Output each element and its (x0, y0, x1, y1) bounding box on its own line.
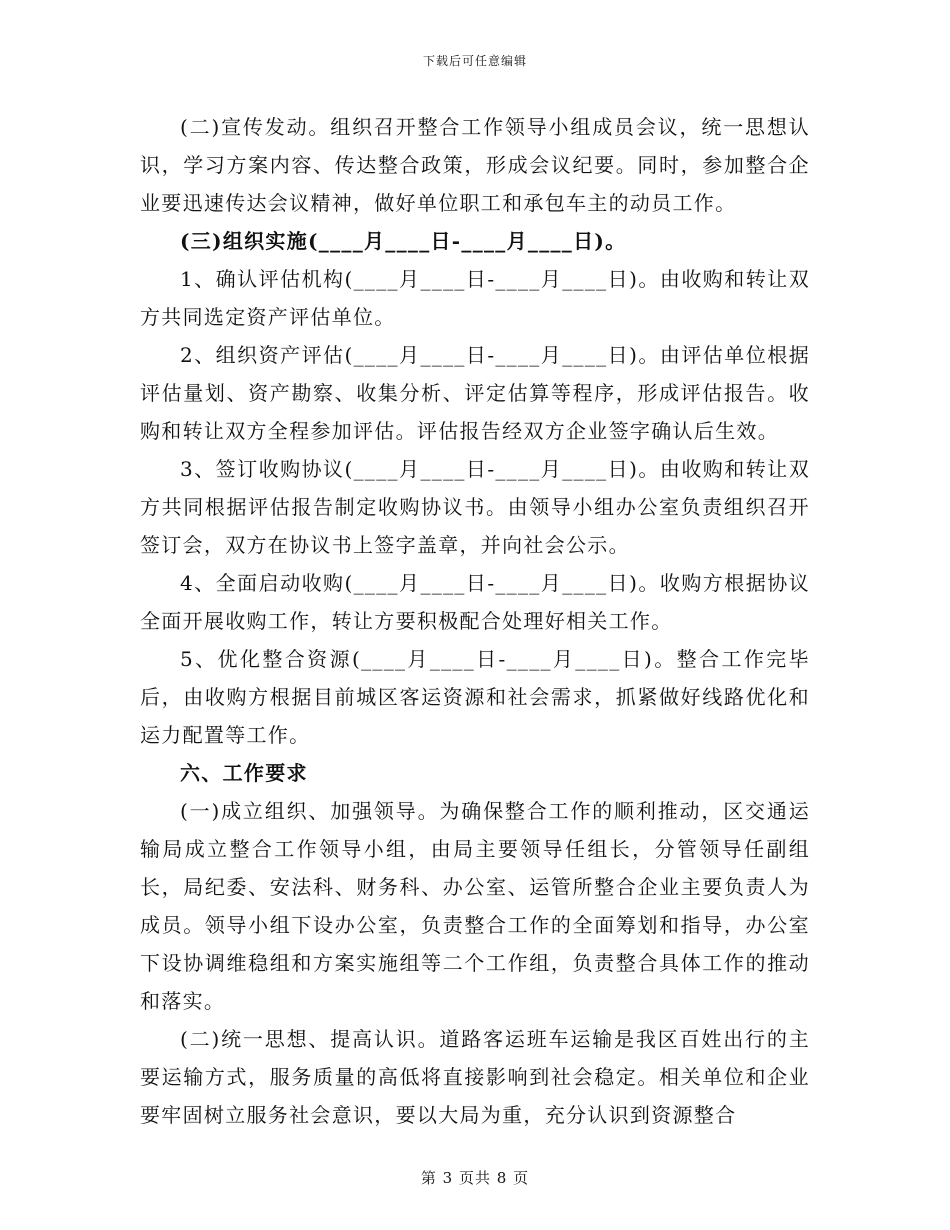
document-body (140, 108, 810, 1134)
paragraph-step-3: 3、签订收购协议(____月____日-____月____日)。由收购和转让双方共同根据评估报告制定收购协议书。由领导小组办公室负责组织召开签订会，双方在协议书上签字盖章，并向社会公示。 (140, 457, 810, 557)
paragraph-step-1: 1、确认评估机构(____月____日-____月____日)。由收购和转让双方共同选定资产评估单位。 (140, 267, 810, 329)
paragraph-step-4: 4、全面启动收购(____月____日-____月____日)。收购方根据协议全面开展收购工作，转让方要积极配合处理好相关工作。 (140, 571, 810, 633)
section-heading-requirements: 六、工作要求 (180, 761, 308, 785)
paragraph-step-5: 5、优化整合资源(____月____日-____月____日)。整合工作完毕后，由收购方根据目前城区客运资源和社会需求，抓紧做好线路优化和运力配置等工作。 (140, 647, 810, 747)
paragraph-publicity: (二)宣传发动。组织召开整合工作领导小组成员会议，统一思想认识，学习方案内容、传达整合政策，形成会议纪要。同时，参加整合企业要迅速传达会议精神，做好单位职工和承包车主的动员工作。 (140, 115, 810, 215)
paragraph-implementation-heading: (三)组织实施(____月____日-____月____日)。 (180, 229, 627, 253)
page-header: 下载后可任意编辑 (422, 54, 527, 68)
paragraph-requirement-1: (一)成立组织、加强领导。为确保整合工作的顺利推动，区交通运输局成立整合工作领导小组，由局主要领导任组长，分管领导任副组长，局纪委、安法科、财务科、办公室、运管所整合企业主要负责人为成员。领导小组下设办公室，负责整合工作的全面筹划和指导，办公室下设协调维稳组和方案实施组等二个工作组，负责整合具体工作的推动和落实。 (140, 799, 810, 1013)
page-number: 第 3 页共 8 页 (420, 1169, 530, 1187)
paragraph-requirement-2: (二)统一思想、提高认识。道路客运班车运输是我区百姓出行的主要运输方式，服务质量的高低将直接影响到社会稳定。相关单位和企业要牢固树立服务社会意识，要以大局为重，充分认识到资源整合 (140, 1027, 810, 1127)
paragraph-step-2: 2、组织资产评估(____月____日-____月____日)。由评估单位根据评估量划、资产勘察、收集分析、评定估算等程序，形成评估报告。收购和转让双方全程参加评估。评估报告经双方企业签字确认后生效。 (140, 343, 810, 443)
